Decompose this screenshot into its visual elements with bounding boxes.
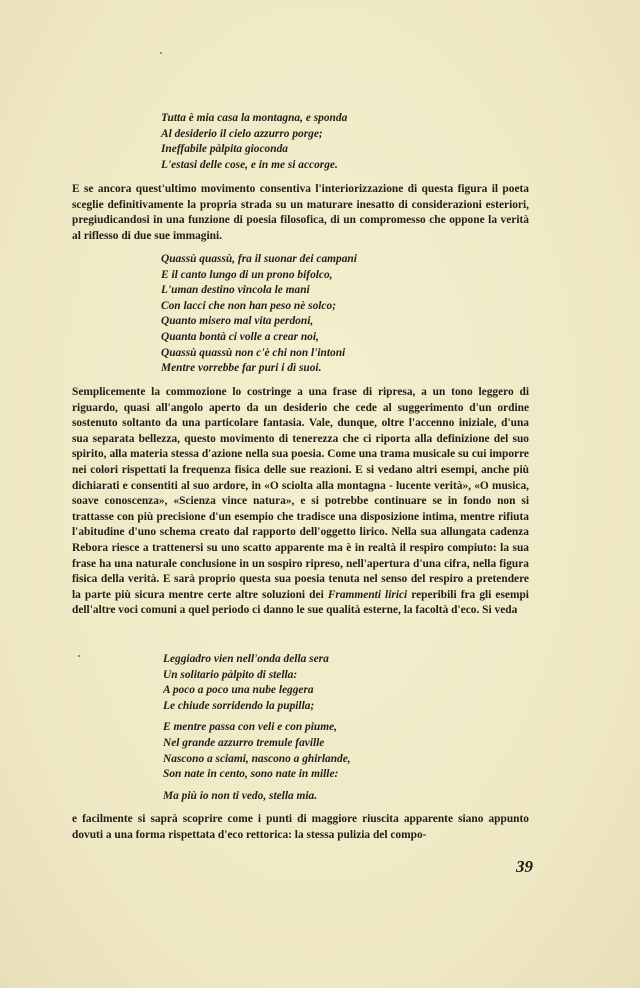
verse-line: Ineffabile pàlpita gioconda	[161, 143, 288, 156]
verse-line: E mentre passa con veli e con piume,	[163, 721, 338, 734]
paragraph-1: E se ancora quest'ultimo movimento consentiva l'interiorizzazione di questa figura il poeta sceglie definitivamente la propria strada su un maturare inesatto di considerazioni esteriori, pregiudicandosi in una funzione di poesia filosofica, di un compromesso che oppone la verità al riflesso di due sue immagini.	[72, 183, 529, 242]
verse-line: Nascono a sciami, nascono a ghirlande,	[163, 752, 351, 765]
verse-line: Leggiadro vien nell'onda della sera	[163, 653, 329, 665]
book-title: Frammenti lirici	[327, 588, 408, 601]
verse-line: Son nate in cento, sono nate in mille:	[163, 768, 339, 781]
verse-line: Quassù quassù non c'è chi non l'intoni	[161, 346, 346, 359]
verse-line: Tutta è mia casa la montagna, e sponda	[161, 112, 348, 124]
poem-stanza-2	[161, 252, 357, 377]
verse-line: L'uman destino vincola le mani	[161, 284, 310, 297]
poem-stanza-1	[161, 111, 347, 173]
verse-line: Con lacci che non han peso nè solco;	[161, 299, 336, 312]
paper-speck	[78, 655, 80, 657]
page-number: 39	[516, 857, 533, 876]
paragraph-2	[72, 385, 529, 619]
verse-line: Nel grande azzurro tremule faville	[163, 736, 325, 749]
paper-speck	[160, 52, 162, 54]
paragraph-3: e facilmente si saprà scoprire come i punti di maggiore riuscita apparente siano appunto dovuti a una forma rispettata d'eco rettorica: la stessa pulizia del compo-	[72, 813, 529, 841]
paragraph-2-text: Semplicemente la commozione lo costringe a una frase di ripresa, a un tono leggero di riguardo, quasi all'angolo aperto da un desiderio che cede al suggerimento d'un ordine sostenuto soltanto da una particolare fantasia. Vale, dunque, oltre l'accenno iniziale, d'una sua separata bellezza, questo movimento di tenerezza che ci riporta alla definizione del suo spirito, alla materia stessa d'azione nella sua poesia. Come una trama musicale su cui imporre nei colori rispettati la frequenza fisica delle sue reazioni. E si vedano altri esempi, anche più dichiarati e consentiti al suo ardore, in «O sciolta alla montagna - lucente verità», «O musica, soave conoscenza», «Scienza vince natura», e si potrebbe continuare se in fondo non si trattasse con più precisione d'un esempio che tradisce una disposizione intima, mentre rifiuta l'abitudine d'uno schema creato dal rapporto dell'oggetto lirico. Nella sua allungata cadenza Rebora riesce a trattenersi su uno scatto apparente ma è in realtà il respiro compiuto: la sua frase ha una naturale conclusione in un sospiro ripreso, nell'apertura d'una cifra, nella figura fisica della verità. E sarà proprio questa sua poesia tenuta nel senso del respiro a pretendere la parte più sicura mentre certe altre soluzioni dei	[72, 386, 529, 601]
verse-line: Al desiderio il cielo azzurro porge;	[161, 127, 323, 140]
verse-line: Un solitario pàlpito di stella:	[163, 668, 298, 681]
verse-line: A poco a poco una nube leggera	[163, 684, 314, 697]
verse-line: Quanta bontà ci volle a crear noi,	[161, 330, 319, 343]
paragraph-2-text-end: reperibili fra gli esempi dell'altre voci comuni a quel periodo ci danno le sue qualità esterne, la facoltà d'eco. Si veda	[72, 588, 529, 617]
verse-line: E il canto lungo di un prono bifolco,	[161, 268, 333, 281]
verse-line: Quassù quassù, fra il suonar dei campani	[161, 253, 357, 265]
verse-line: Ma più io non ti vedo, stella mia.	[163, 789, 318, 802]
poem-stanza-3	[163, 652, 351, 804]
verse-line: Le chiude sorridendo la pupilla;	[163, 699, 315, 712]
verse-line: L'estasi delle cose, e in me si accorge.	[161, 158, 338, 171]
verse-line: Mentre vorrebbe far puri i dì suoi.	[161, 362, 322, 375]
verse-line: Quanto misero mal vita perdoni,	[161, 315, 314, 328]
